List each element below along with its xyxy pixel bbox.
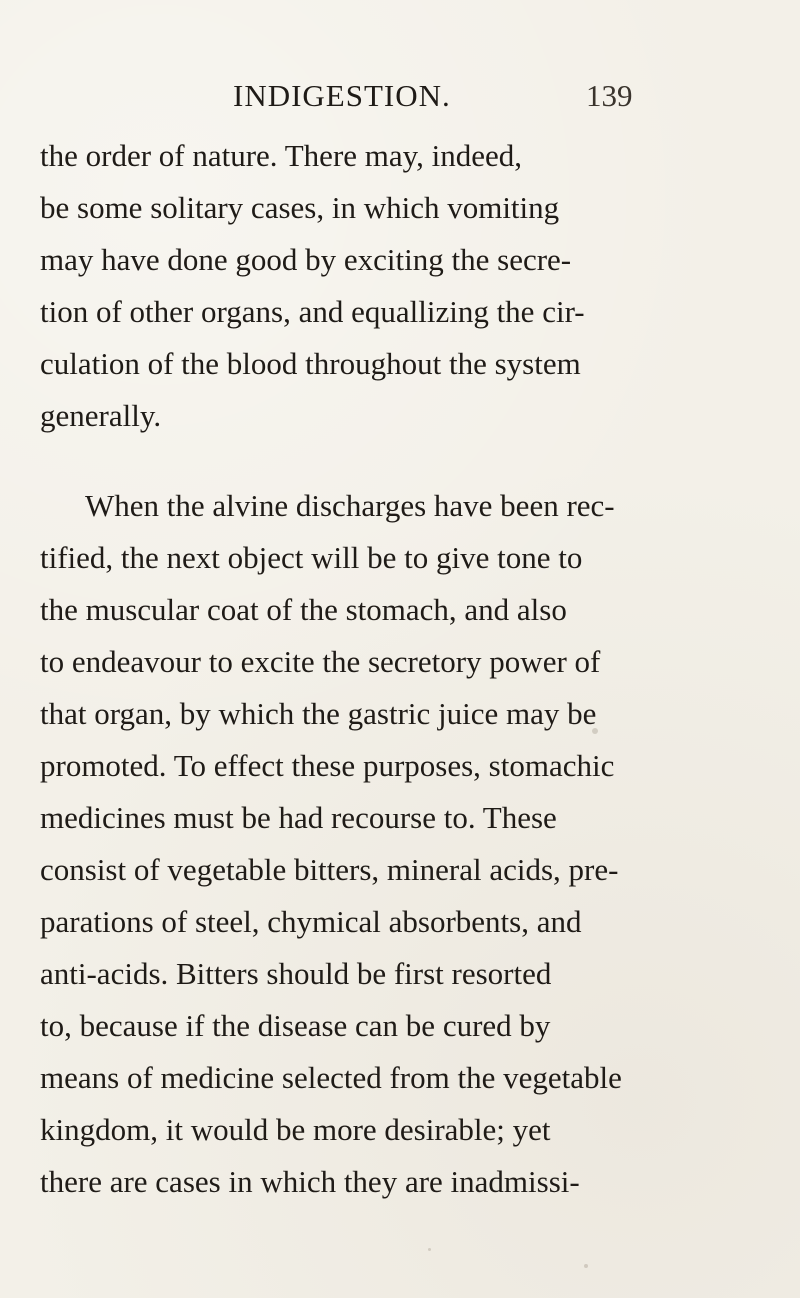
text-line: culation of the blood throughout the system [40,346,581,381]
text-line: tion of other organs, and equallizing the cir- [40,294,585,329]
text-line: to, because if the disease can be cured by [40,1008,551,1043]
running-title: INDIGESTION. [233,78,451,113]
text-line: parations of steel, chymical absorbents, and [40,904,582,939]
paragraph-2 [40,480,640,1208]
text-line: may have done good by exciting the secre- [40,242,572,277]
text-line: generally. [40,398,162,433]
paper-speck [428,1248,431,1251]
text-line: anti-acids. Bitters should be first resorted [40,956,552,991]
text-line: consist of vegetable bitters, mineral acids, pre- [40,852,619,887]
text-line: there are cases in which they are inadmissi- [40,1164,580,1199]
text-line: When the alvine discharges have been rec- [85,488,615,523]
page-number: 139 [586,78,633,113]
paper-speck [584,1264,588,1268]
text-line: means of medicine selected from the vegetable [40,1060,622,1095]
text-line: tified, the next object will be to give tone to [40,540,583,575]
text-line: promoted. To effect these purposes, stomachic [40,748,615,783]
text-line: be some solitary cases, in which vomiting [40,190,560,225]
text-line: medicines must be had recourse to. These [40,800,557,835]
text-line: that organ, by which the gastric juice may be [40,696,597,731]
text-line: to endeavour to excite the secretory power of [40,644,601,679]
text-line: kingdom, it would be more desirable; yet [40,1112,551,1147]
body-text [40,130,640,1208]
text-line: the muscular coat of the stomach, and also [40,592,567,627]
paragraph-1 [40,130,640,442]
page-header [0,76,800,116]
text-line: the order of nature. There may, indeed, [40,138,523,173]
paper-speck [592,728,598,734]
